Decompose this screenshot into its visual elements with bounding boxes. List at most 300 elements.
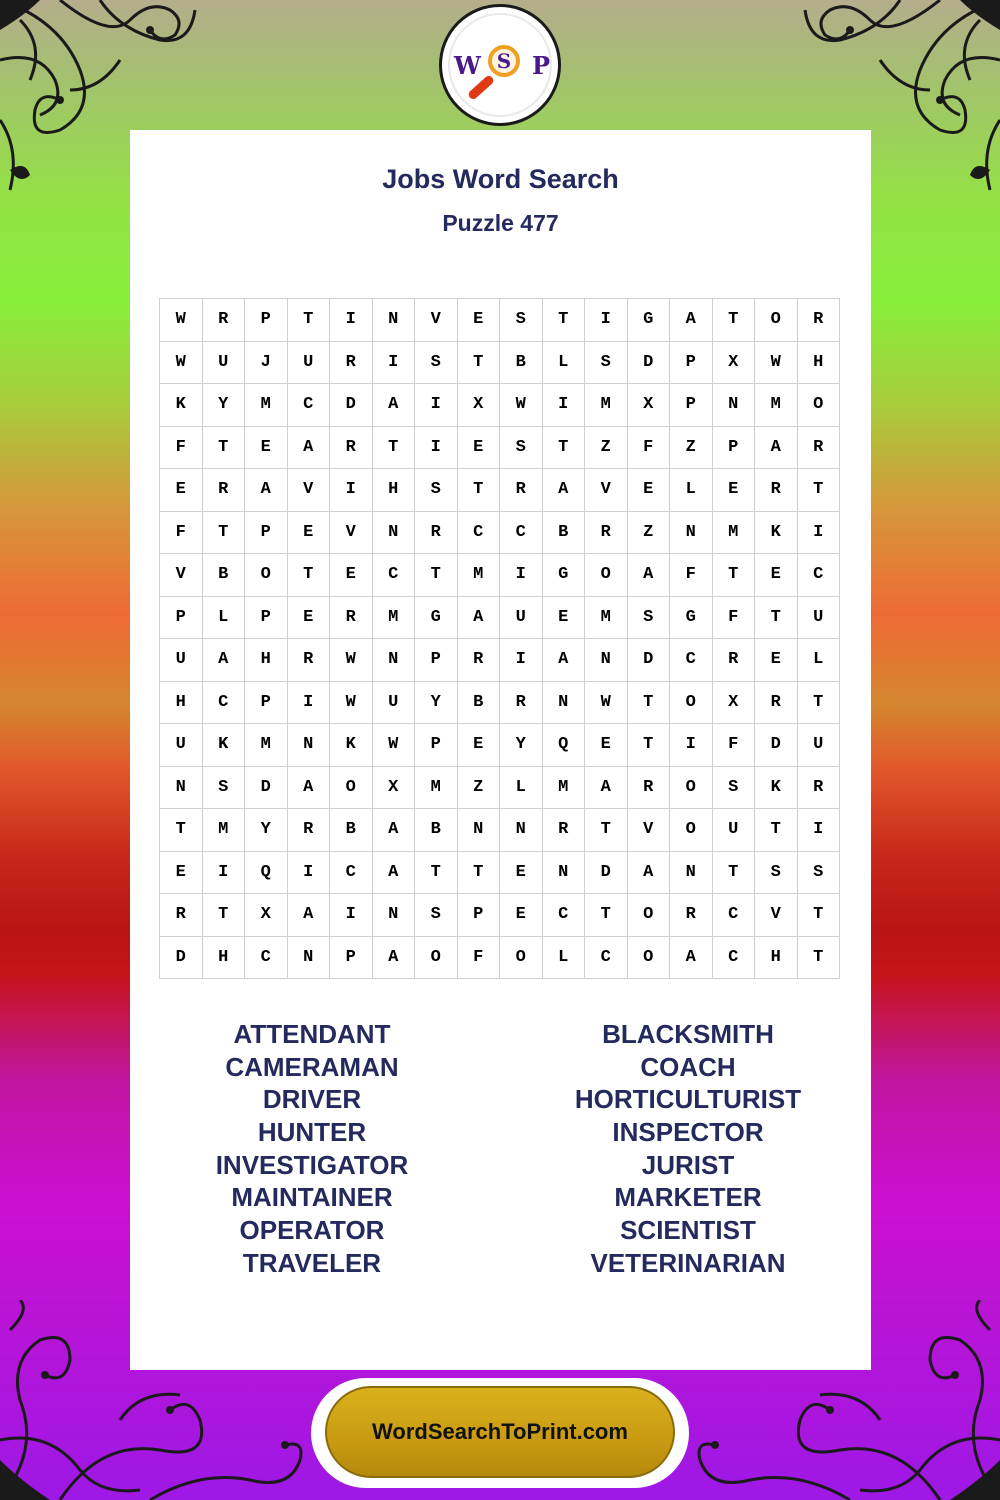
grid-cell[interactable]: M xyxy=(245,384,288,427)
grid-cell[interactable]: C xyxy=(585,936,628,979)
grid-cell[interactable]: T xyxy=(202,511,245,554)
logo-letter-w: W xyxy=(454,51,481,80)
grid-cell[interactable]: E xyxy=(542,596,585,639)
grid-cell[interactable]: I xyxy=(330,894,373,937)
grid-row xyxy=(160,936,840,979)
grid-cell[interactable]: H xyxy=(755,936,798,979)
grid-cell[interactable]: D xyxy=(585,851,628,894)
grid-cell[interactable]: T xyxy=(372,426,415,469)
grid-cell[interactable]: A xyxy=(372,851,415,894)
grid-cell[interactable]: R xyxy=(415,511,458,554)
grid-cell[interactable]: F xyxy=(627,426,670,469)
grid-cell[interactable]: Y xyxy=(245,809,288,852)
grid-cell[interactable]: T xyxy=(287,554,330,597)
word-list-item: ATTENDANT xyxy=(233,1019,391,1049)
grid-cell[interactable]: R xyxy=(457,639,500,682)
grid-cell[interactable]: B xyxy=(500,341,543,384)
grid-cell[interactable]: F xyxy=(160,426,203,469)
grid-cell[interactable]: R xyxy=(202,469,245,512)
grid-cell[interactable]: I xyxy=(287,681,330,724)
grid-cell[interactable]: I xyxy=(287,851,330,894)
grid-cell[interactable]: P xyxy=(670,341,713,384)
grid-cell[interactable]: P xyxy=(712,426,755,469)
grid-cell[interactable]: U xyxy=(500,596,543,639)
grid-cell[interactable]: A xyxy=(670,299,713,342)
grid-cell[interactable]: Q xyxy=(542,724,585,767)
word-list-item: HUNTER xyxy=(257,1117,367,1148)
grid-cell[interactable]: C xyxy=(245,936,288,979)
grid-cell[interactable]: E xyxy=(500,851,543,894)
grid-cell[interactable]: L xyxy=(542,936,585,979)
grid-cell[interactable]: C xyxy=(712,936,755,979)
grid-cell[interactable]: P xyxy=(670,384,713,427)
logo-letter-s: S xyxy=(496,49,512,73)
grid-cell[interactable]: U xyxy=(160,639,203,682)
grid-cell[interactable]: R xyxy=(500,681,543,724)
grid-cell[interactable]: N xyxy=(670,511,713,554)
grid-cell[interactable]: R xyxy=(330,426,373,469)
word-list-item: OPERATOR xyxy=(239,1215,385,1246)
grid-cell[interactable]: L xyxy=(797,639,840,682)
grid-cell[interactable]: E xyxy=(755,554,798,597)
grid-cell[interactable]: R xyxy=(202,299,245,342)
grid-cell[interactable]: D xyxy=(245,766,288,809)
grid-cell[interactable]: P xyxy=(245,681,288,724)
grid-cell[interactable]: I xyxy=(372,341,415,384)
grid-cell[interactable]: O xyxy=(245,554,288,597)
grid-cell[interactable]: E xyxy=(627,469,670,512)
grid-cell[interactable]: Y xyxy=(202,384,245,427)
grid-cell[interactable]: D xyxy=(755,724,798,767)
grid-cell[interactable]: N xyxy=(372,894,415,937)
grid-cell[interactable]: T xyxy=(797,894,840,937)
grid-cell[interactable]: M xyxy=(585,596,628,639)
grid-cell[interactable]: M xyxy=(245,724,288,767)
grid-cell[interactable]: E xyxy=(457,426,500,469)
grid-cell[interactable]: F xyxy=(712,724,755,767)
grid-cell[interactable]: S xyxy=(797,851,840,894)
grid-cell[interactable]: P xyxy=(415,639,458,682)
grid-cell[interactable]: L xyxy=(202,596,245,639)
grid-cell[interactable]: N xyxy=(500,809,543,852)
grid-row xyxy=(160,894,840,937)
grid-cell[interactable]: E xyxy=(287,596,330,639)
grid-cell[interactable]: L xyxy=(500,766,543,809)
grid-cell[interactable]: N xyxy=(670,851,713,894)
grid-cell[interactable]: T xyxy=(627,724,670,767)
grid-cell[interactable]: A xyxy=(542,639,585,682)
grid-cell[interactable]: B xyxy=(330,809,373,852)
grid-cell[interactable]: N xyxy=(457,809,500,852)
grid-cell[interactable]: R xyxy=(585,511,628,554)
grid-cell[interactable]: N xyxy=(372,511,415,554)
word-list-item: MARKETER xyxy=(614,1182,762,1213)
grid-cell[interactable]: G xyxy=(415,596,458,639)
grid-cell[interactable]: L xyxy=(542,341,585,384)
grid-cell[interactable]: F xyxy=(457,936,500,979)
grid-cell[interactable]: W xyxy=(500,384,543,427)
word-list-item: CAMERAMAN xyxy=(225,1051,399,1082)
grid-cell[interactable]: M xyxy=(755,384,798,427)
grid-cell[interactable]: T xyxy=(202,426,245,469)
grid-cell[interactable]: D xyxy=(330,384,373,427)
grid-cell[interactable]: T xyxy=(542,299,585,342)
grid-cell[interactable]: R xyxy=(797,299,840,342)
grid-cell[interactable]: W xyxy=(330,639,373,682)
grid-cell[interactable]: P xyxy=(245,511,288,554)
grid-cell[interactable]: N xyxy=(542,681,585,724)
grid-cell[interactable]: H xyxy=(372,469,415,512)
grid-cell[interactable]: C xyxy=(457,511,500,554)
grid-row xyxy=(160,851,840,894)
grid-cell[interactable]: S xyxy=(500,426,543,469)
grid-cell[interactable]: R xyxy=(670,894,713,937)
grid-cell[interactable]: G xyxy=(627,299,670,342)
grid-cell[interactable]: U xyxy=(202,341,245,384)
grid-row xyxy=(160,766,840,809)
grid-cell[interactable]: U xyxy=(797,724,840,767)
grid-cell[interactable]: U xyxy=(287,341,330,384)
grid-cell[interactable]: P xyxy=(415,724,458,767)
word-list-item: MAINTAINER xyxy=(231,1182,393,1213)
grid-cell[interactable]: X xyxy=(627,384,670,427)
grid-cell[interactable]: A xyxy=(202,639,245,682)
grid-cell[interactable]: U xyxy=(160,724,203,767)
grid-cell[interactable]: Z xyxy=(670,426,713,469)
grid-cell[interactable]: S xyxy=(415,469,458,512)
grid-cell[interactable]: C xyxy=(202,681,245,724)
letter-grid xyxy=(159,298,840,979)
grid-cell[interactable]: R xyxy=(797,766,840,809)
grid-cell[interactable]: X xyxy=(245,894,288,937)
grid-cell[interactable]: A xyxy=(372,809,415,852)
grid-cell[interactable]: I xyxy=(670,724,713,767)
grid-cell[interactable]: P xyxy=(245,299,288,342)
grid-cell[interactable]: M xyxy=(457,554,500,597)
grid-cell[interactable]: T xyxy=(415,554,458,597)
grid-row xyxy=(160,681,840,724)
grid-cell[interactable]: M xyxy=(542,766,585,809)
grid-cell[interactable]: A xyxy=(287,766,330,809)
grid-cell[interactable]: T xyxy=(457,469,500,512)
grid-row xyxy=(160,384,840,427)
grid-cell[interactable]: K xyxy=(330,724,373,767)
grid-cell[interactable]: Q xyxy=(245,851,288,894)
grid-cell[interactable]: H xyxy=(160,681,203,724)
grid-cell[interactable]: F xyxy=(160,511,203,554)
grid-cell[interactable]: E xyxy=(160,851,203,894)
grid-cell[interactable]: N xyxy=(287,936,330,979)
grid-cell[interactable]: X xyxy=(712,341,755,384)
grid-cell[interactable]: R xyxy=(330,596,373,639)
word-list-item: COACH xyxy=(640,1051,736,1082)
grid-cell[interactable]: R xyxy=(797,426,840,469)
grid-row xyxy=(160,341,840,384)
grid-cell[interactable]: O xyxy=(755,299,798,342)
grid-cell[interactable]: V xyxy=(627,809,670,852)
grid-cell[interactable]: H xyxy=(202,936,245,979)
grid-cell[interactable]: E xyxy=(160,469,203,512)
grid-cell[interactable]: I xyxy=(202,851,245,894)
grid-cell[interactable]: I xyxy=(542,384,585,427)
grid-cell[interactable]: D xyxy=(627,639,670,682)
grid-cell[interactable]: S xyxy=(500,299,543,342)
puzzle-card xyxy=(130,130,871,1370)
grid-cell[interactable]: R xyxy=(160,894,203,937)
grid-cell[interactable]: A xyxy=(755,426,798,469)
grid-cell[interactable]: I xyxy=(797,511,840,554)
grid-cell[interactable]: B xyxy=(202,554,245,597)
grid-cell[interactable]: X xyxy=(712,681,755,724)
grid-cell[interactable]: T xyxy=(585,894,628,937)
grid-cell[interactable]: I xyxy=(415,426,458,469)
grid-cell[interactable]: I xyxy=(500,639,543,682)
grid-cell[interactable]: E xyxy=(330,554,373,597)
site-logo[interactable] xyxy=(439,4,561,126)
grid-cell[interactable]: C xyxy=(542,894,585,937)
word-list-item: DRIVER xyxy=(262,1084,362,1115)
word-list-item: TRAVELER xyxy=(242,1247,382,1278)
grid-cell[interactable]: S xyxy=(415,894,458,937)
grid-cell[interactable]: W xyxy=(160,341,203,384)
grid-cell[interactable]: U xyxy=(372,681,415,724)
grid-cell[interactable]: M xyxy=(372,596,415,639)
grid-cell[interactable]: C xyxy=(330,851,373,894)
grid-cell[interactable]: R xyxy=(712,639,755,682)
grid-cell[interactable]: R xyxy=(755,469,798,512)
logo-letter-p: P xyxy=(532,51,551,80)
grid-row xyxy=(160,469,840,512)
grid-cell[interactable]: W xyxy=(372,724,415,767)
puzzle-number: Puzzle 477 xyxy=(442,210,559,236)
grid-cell[interactable]: P xyxy=(330,936,373,979)
grid-cell[interactable]: V xyxy=(585,469,628,512)
grid-cell[interactable]: S xyxy=(415,341,458,384)
grid-cell[interactable]: S xyxy=(627,596,670,639)
grid-cell[interactable]: C xyxy=(372,554,415,597)
grid-cell[interactable]: K xyxy=(755,511,798,554)
grid-cell[interactable]: N xyxy=(287,724,330,767)
grid-cell[interactable]: S xyxy=(712,766,755,809)
grid-cell[interactable]: Y xyxy=(500,724,543,767)
grid-cell[interactable]: R xyxy=(500,469,543,512)
grid-cell[interactable]: W xyxy=(330,681,373,724)
grid-cell[interactable]: A xyxy=(372,936,415,979)
grid-cell[interactable]: M xyxy=(712,511,755,554)
grid-cell[interactable]: L xyxy=(670,469,713,512)
grid-cell[interactable]: T xyxy=(797,469,840,512)
grid-cell[interactable]: G xyxy=(670,596,713,639)
puzzle-title: Jobs Word Search xyxy=(382,164,619,194)
grid-cell[interactable]: S xyxy=(755,851,798,894)
grid-cell[interactable]: A xyxy=(585,766,628,809)
grid-cell[interactable]: U xyxy=(712,809,755,852)
grid-row xyxy=(160,639,840,682)
grid-cell[interactable]: Y xyxy=(415,681,458,724)
grid-row xyxy=(160,724,840,767)
grid-cell[interactable]: T xyxy=(160,809,203,852)
grid-cell[interactable]: O xyxy=(670,681,713,724)
grid-cell[interactable]: T xyxy=(712,851,755,894)
word-list-item: VETERINARIAN xyxy=(590,1247,786,1278)
grid-cell[interactable]: A xyxy=(627,554,670,597)
grid-cell[interactable]: O xyxy=(585,554,628,597)
grid-cell[interactable]: A xyxy=(627,851,670,894)
grid-cell[interactable]: T xyxy=(542,426,585,469)
grid-cell[interactable]: R xyxy=(627,766,670,809)
grid-cell[interactable]: N xyxy=(372,299,415,342)
grid-cell[interactable]: Z xyxy=(585,426,628,469)
word-list-item: INSPECTOR xyxy=(612,1117,764,1148)
grid-cell[interactable]: T xyxy=(755,596,798,639)
grid-cell[interactable]: A xyxy=(287,894,330,937)
grid-cell[interactable]: E xyxy=(712,469,755,512)
grid-cell[interactable]: O xyxy=(670,809,713,852)
grid-row xyxy=(160,809,840,852)
grid-cell[interactable]: E xyxy=(585,724,628,767)
grid-cell[interactable]: E xyxy=(245,426,288,469)
grid-cell[interactable]: T xyxy=(287,299,330,342)
grid-cell[interactable]: N xyxy=(160,766,203,809)
grid-cell[interactable]: T xyxy=(627,681,670,724)
grid-cell[interactable]: A xyxy=(542,469,585,512)
grid-cell[interactable]: T xyxy=(712,299,755,342)
grid-cell[interactable]: F xyxy=(712,596,755,639)
grid-cell[interactable]: B xyxy=(415,809,458,852)
grid-cell[interactable]: F xyxy=(670,554,713,597)
grid-cell[interactable]: T xyxy=(457,851,500,894)
grid-row xyxy=(160,596,840,639)
grid-cell[interactable]: V xyxy=(415,299,458,342)
grid-cell[interactable]: U xyxy=(797,596,840,639)
site-link-button[interactable] xyxy=(325,1386,675,1478)
grid-cell[interactable]: T xyxy=(415,851,458,894)
grid-cell[interactable]: D xyxy=(627,341,670,384)
grid-cell[interactable]: I xyxy=(415,384,458,427)
grid-cell[interactable]: O xyxy=(627,936,670,979)
grid-cell[interactable]: V xyxy=(287,469,330,512)
grid-cell[interactable]: K xyxy=(755,766,798,809)
grid-cell[interactable]: T xyxy=(797,936,840,979)
grid-cell[interactable]: T xyxy=(457,341,500,384)
grid-cell[interactable]: G xyxy=(542,554,585,597)
grid-cell[interactable]: E xyxy=(500,894,543,937)
grid-cell[interactable]: T xyxy=(585,809,628,852)
grid-cell[interactable]: W xyxy=(160,299,203,342)
grid-cell[interactable]: Z xyxy=(457,766,500,809)
word-list-left xyxy=(162,1018,462,1280)
grid-cell[interactable]: W xyxy=(585,681,628,724)
grid-row xyxy=(160,554,840,597)
grid-cell[interactable]: R xyxy=(755,681,798,724)
grid-cell[interactable]: Z xyxy=(627,511,670,554)
grid-cell[interactable]: X xyxy=(372,766,415,809)
grid-cell[interactable]: M xyxy=(202,809,245,852)
word-list-right xyxy=(538,1018,838,1280)
grid-cell[interactable]: I xyxy=(500,554,543,597)
grid-row xyxy=(160,426,840,469)
grid-cell[interactable]: P xyxy=(160,596,203,639)
grid-cell[interactable]: C xyxy=(500,511,543,554)
grid-cell[interactable]: A xyxy=(287,426,330,469)
grid-cell[interactable]: N xyxy=(585,639,628,682)
word-list-item: SCIENTIST xyxy=(620,1215,756,1246)
grid-cell[interactable]: E xyxy=(287,511,330,554)
grid-cell[interactable]: B xyxy=(542,511,585,554)
grid-cell[interactable]: K xyxy=(202,724,245,767)
grid-cell[interactable]: P xyxy=(457,894,500,937)
grid-cell[interactable]: N xyxy=(372,639,415,682)
grid-cell[interactable]: P xyxy=(245,596,288,639)
grid-cell[interactable]: R xyxy=(330,341,373,384)
grid-cell[interactable]: I xyxy=(797,809,840,852)
grid-cell[interactable]: T xyxy=(755,809,798,852)
word-list-item: BLACKSMITH xyxy=(602,1019,774,1049)
grid-cell[interactable]: T xyxy=(202,894,245,937)
grid-cell[interactable]: X xyxy=(457,384,500,427)
site-link-label: WordSearchToPrint.com xyxy=(372,1419,628,1444)
grid-cell[interactable]: D xyxy=(160,936,203,979)
grid-cell[interactable]: R xyxy=(287,639,330,682)
grid-cell[interactable]: A xyxy=(670,936,713,979)
grid-cell[interactable]: I xyxy=(330,299,373,342)
grid-cell[interactable]: M xyxy=(415,766,458,809)
grid-cell[interactable]: O xyxy=(500,936,543,979)
grid-cell[interactable]: H xyxy=(245,639,288,682)
grid-cell[interactable]: O xyxy=(627,894,670,937)
grid-cell[interactable]: I xyxy=(585,299,628,342)
grid-cell[interactable]: V xyxy=(755,894,798,937)
grid-cell[interactable]: O xyxy=(415,936,458,979)
grid-cell[interactable]: H xyxy=(797,341,840,384)
magnifier-icon xyxy=(488,45,520,77)
grid-cell[interactable]: A xyxy=(245,469,288,512)
grid-cell[interactable]: T xyxy=(797,681,840,724)
grid-cell[interactable]: C xyxy=(797,554,840,597)
grid-cell[interactable]: C xyxy=(712,894,755,937)
grid-cell[interactable]: R xyxy=(542,809,585,852)
grid-cell[interactable]: B xyxy=(457,681,500,724)
grid-cell[interactable]: E xyxy=(755,639,798,682)
word-list-item: JURIST xyxy=(641,1149,735,1180)
grid-row xyxy=(160,299,840,342)
grid-cell[interactable]: O xyxy=(670,766,713,809)
grid-cell[interactable]: I xyxy=(330,469,373,512)
grid-cell[interactable]: W xyxy=(755,341,798,384)
grid-cell[interactable]: E xyxy=(457,724,500,767)
grid-cell[interactable]: A xyxy=(372,384,415,427)
grid-cell[interactable]: R xyxy=(287,809,330,852)
word-list-item: INVESTIGATOR xyxy=(215,1149,409,1180)
grid-cell[interactable]: E xyxy=(457,299,500,342)
grid-cell[interactable]: S xyxy=(585,341,628,384)
grid-cell[interactable]: V xyxy=(330,511,373,554)
grid-cell[interactable]: N xyxy=(542,851,585,894)
grid-cell[interactable]: J xyxy=(245,341,288,384)
grid-cell[interactable]: N xyxy=(712,384,755,427)
word-list-item: HORTICULTURIST xyxy=(574,1084,802,1115)
grid-cell[interactable]: C xyxy=(670,639,713,682)
grid-cell[interactable]: V xyxy=(160,554,203,597)
grid-cell[interactable]: T xyxy=(712,554,755,597)
grid-cell[interactable]: O xyxy=(330,766,373,809)
grid-cell[interactable]: M xyxy=(585,384,628,427)
grid-cell[interactable]: C xyxy=(287,384,330,427)
grid-cell[interactable]: O xyxy=(797,384,840,427)
grid-cell[interactable]: K xyxy=(160,384,203,427)
grid-cell[interactable]: S xyxy=(202,766,245,809)
grid-cell[interactable]: A xyxy=(457,596,500,639)
